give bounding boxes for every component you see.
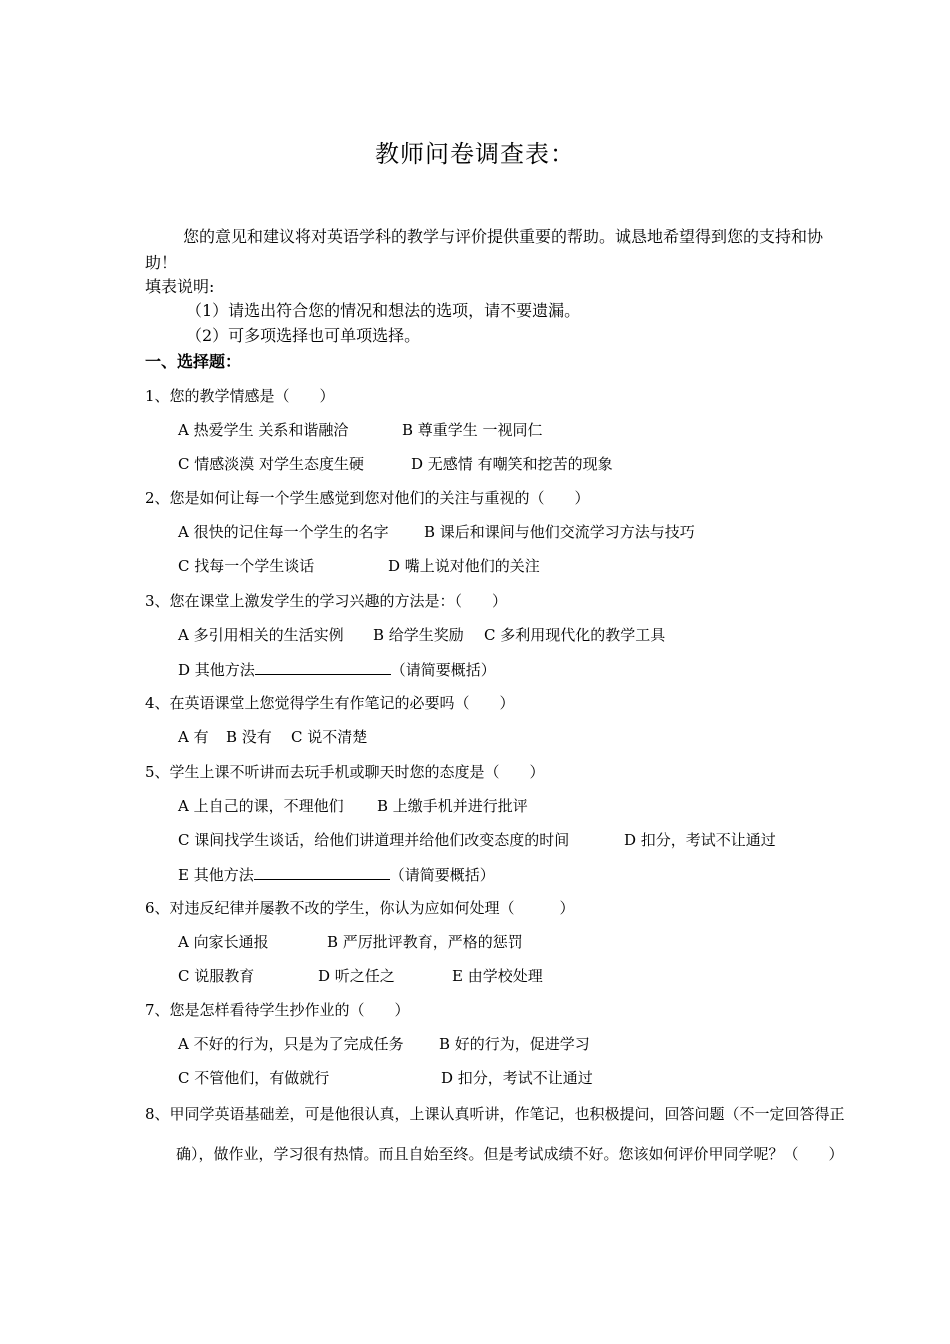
question-8: 8、甲同学英语基础差，可是他很认真，上课认真听讲，作笔记，也积极提问，回答问题（不一定回答得正确），做作业，学习很有热情。而且自始至终。但是考试成绩不好。您该如何评价甲同学呢？（ ） xyxy=(145,1105,845,1163)
q5-fill-blank[interactable] xyxy=(254,864,390,880)
section-heading: 一、选择题： xyxy=(145,352,242,371)
question-3: 3、您在课堂上激发学生的学习兴趣的方法是：（ ） xyxy=(145,592,508,610)
q3-note: （请简要概括） xyxy=(390,661,496,679)
q7-option-c: C 不管他们，有做就行 xyxy=(178,1069,330,1087)
q4-option-c: C 说不清楚 xyxy=(291,728,368,746)
q3-option-a: A 多引用相关的生活实例 xyxy=(178,626,344,644)
q7-option-b: B 好的行为，促进学习 xyxy=(439,1035,590,1053)
q5-note: （请简要概括） xyxy=(389,866,495,884)
q3-option-b: B 给学生奖励 xyxy=(373,626,464,644)
q3-fill-blank[interactable] xyxy=(255,659,391,675)
q5-other-label: E 其他方法 xyxy=(178,866,254,884)
q4-option-a: A 有 xyxy=(178,728,209,746)
instruction-item: （1）请选出符合您的情况和想法的选项，请不要遗漏。 xyxy=(186,301,581,320)
q5-option-b: B 上缴手机并进行批评 xyxy=(377,797,528,815)
q2-option-a: A 很快的记住每一个学生的名字 xyxy=(178,523,389,541)
q1-option-b: B 尊重学生 一视同仁 xyxy=(402,421,543,439)
intro-paragraph: 您的意见和建议将对英语学科的教学与评价提供重要的帮助。诚恳地希望得到您的支持和协助！ xyxy=(145,227,824,272)
q3-option-d xyxy=(178,659,496,680)
q6-option-e: E 由学校处理 xyxy=(452,967,543,985)
q6-option-d: D 听之任之 xyxy=(318,967,395,985)
q7-option-d: D 扣分，考试不让通过 xyxy=(441,1069,593,1087)
question-5: 5、学生上课不听讲而去玩手机或聊天时您的态度是（ ） xyxy=(145,763,545,781)
q5-option-e xyxy=(178,864,495,885)
question-1: 1、您的教学情感是（ ） xyxy=(145,387,335,405)
q1-option-d: D 无感情 有嘲笑和挖苦的现象 xyxy=(411,455,613,473)
q7-option-a: A 不好的行为，只是为了完成任务 xyxy=(178,1035,404,1053)
q5-option-d: D 扣分，考试不让通过 xyxy=(624,831,776,849)
q5-option-c: C 课间找学生谈话，给他们讲道理并给他们改变态度的时间 xyxy=(178,831,570,849)
q1-option-a: A 热爱学生 关系和谐融洽 xyxy=(178,421,349,439)
question-2: 2、您是如何让每一个学生感觉到您对他们的关注与重视的（ ） xyxy=(145,489,590,507)
question-7: 7、您是怎样看待学生抄作业的（ ） xyxy=(145,1001,410,1019)
instruction-item: （2）可多项选择也可单项选择。 xyxy=(186,326,421,345)
q5-option-a: A 上自己的课，不理他们 xyxy=(178,797,344,815)
q2-option-b: B 课后和课间与他们交流学习方法与技巧 xyxy=(424,523,695,541)
q6-option-a: A 向家长通报 xyxy=(178,933,269,951)
q1-option-c: C 情感淡漠 对学生态度生硬 xyxy=(178,455,365,473)
q4-option-b: B 没有 xyxy=(226,728,272,746)
q6-option-c: C 说服教育 xyxy=(178,967,255,985)
q3-option-c: C 多利用现代化的教学工具 xyxy=(484,626,666,644)
instructions-heading: 填表说明: xyxy=(145,277,215,296)
q2-option-d: D 嘴上说对他们的关注 xyxy=(388,557,540,575)
q3-other-label: D 其他方法 xyxy=(178,661,255,679)
question-4: 4、在英语课堂上您觉得学生有作笔记的必要吗（ ） xyxy=(145,694,515,712)
q6-option-b: B 严厉批评教育，严格的惩罚 xyxy=(327,933,523,951)
page-title: 教师问卷调查表： xyxy=(375,140,575,168)
question-6: 6、对违反纪律并屡教不改的学生，你认为应如何处理（ ） xyxy=(145,899,575,917)
q2-option-c: C 找每一个学生谈话 xyxy=(178,557,315,575)
